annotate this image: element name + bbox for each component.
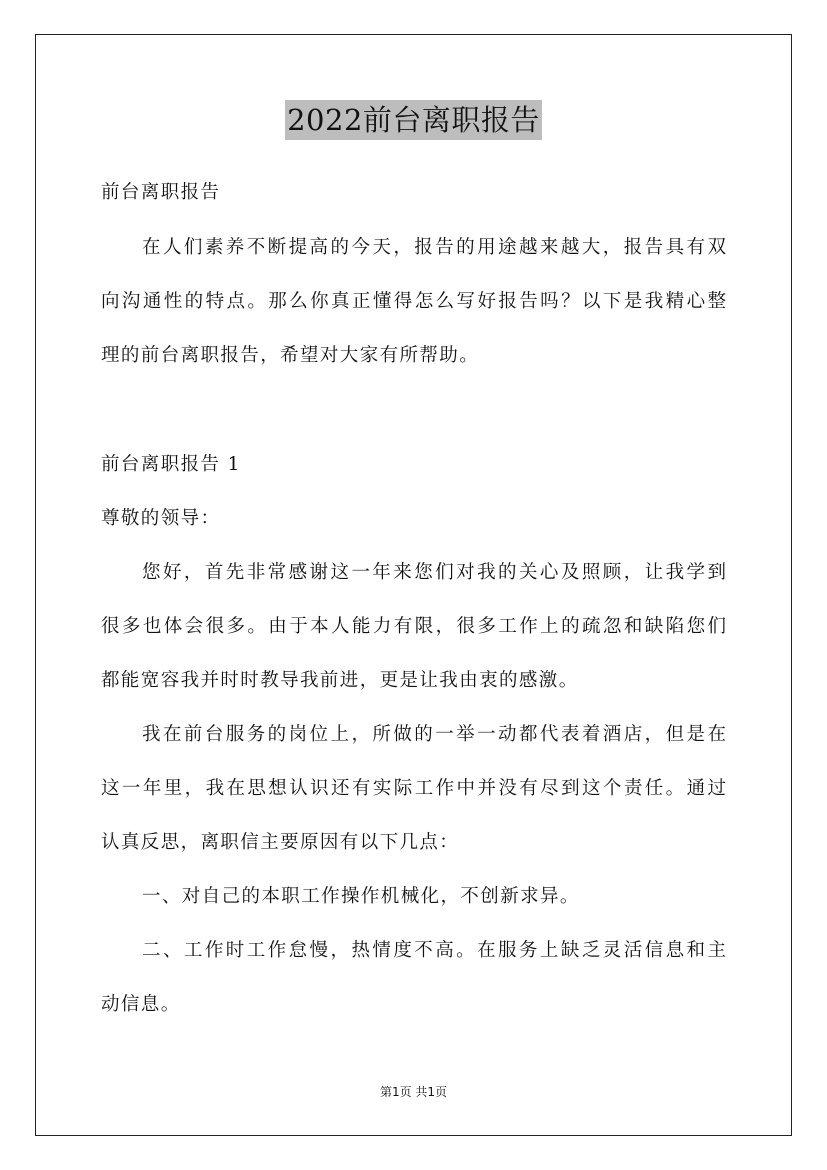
- paragraph1-line-1: 您好，首先非常感谢这一年来您们对我的关心及照顾，让我学到: [142, 562, 726, 583]
- point-2-line-1: 二、工作时工作怠慢，热情度不高。在服务上缺乏灵活信息和主: [142, 940, 726, 961]
- paragraph2-line-3: 认真反思，离职信主要原因有以下几点：: [101, 832, 460, 853]
- intro-line-3: 理的前台离职报告，希望对大家有所帮助。: [101, 345, 480, 366]
- paragraph2-line-1: 我在前台服务的岗位上，所做的一举一动都代表着酒店，但是在: [142, 724, 726, 745]
- salutation: 尊敬的领导：: [101, 508, 221, 529]
- document-subtitle: 前台离职报告: [101, 182, 221, 203]
- section-heading: 前台离职报告 1: [101, 454, 241, 475]
- intro-line-1: 在人们素养不断提高的今天，报告的用途越来越大，报告具有双: [142, 237, 726, 258]
- paragraph1-line-3: 都能宽容我并时时教导我前进，更是让我由衷的感激。: [101, 670, 579, 691]
- intro-line-2: 向沟通性的特点。那么你真正懂得怎么写好报告吗？以下是我精心整: [101, 291, 726, 312]
- paragraph1-line-2: 很多也体会很多。由于本人能力有限，很多工作上的疏忽和缺陷您们: [101, 616, 726, 637]
- point-1: 一、对自己的本职工作操作机械化，不创新求异。: [142, 886, 580, 907]
- paragraph2-line-2: 这一年里，我在思想认识还有实际工作中并没有尽到这个责任。通过: [101, 778, 726, 799]
- title-container: [0, 100, 827, 140]
- document-title: 2022前台离职报告: [285, 100, 542, 140]
- point-2-line-2: 动信息。: [101, 994, 181, 1015]
- page-footer: 第1页 共1页: [379, 1085, 448, 1099]
